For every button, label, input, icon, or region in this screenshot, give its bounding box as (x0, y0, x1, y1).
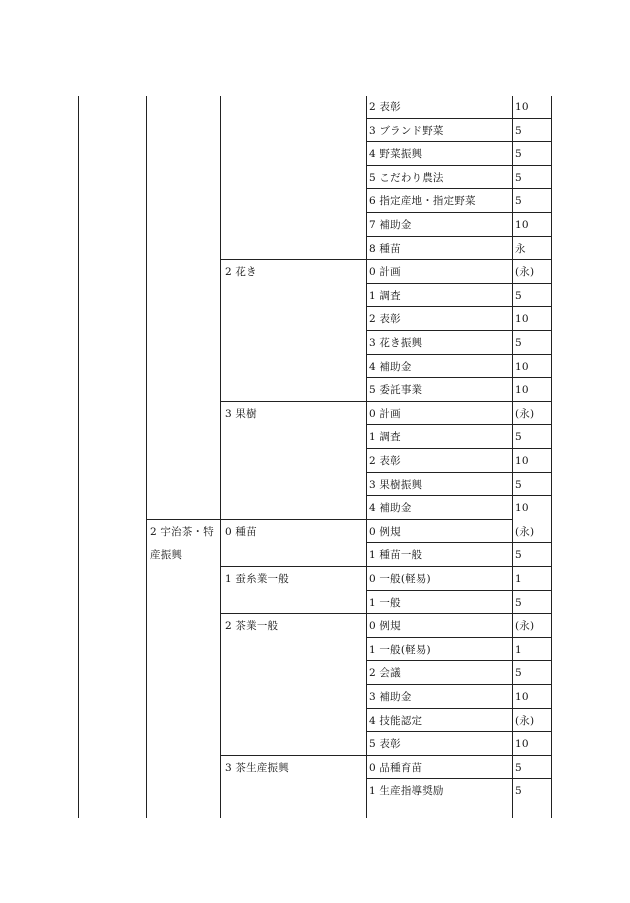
retention-period-cell: 5 (515, 124, 522, 137)
table-row-line (220, 401, 551, 402)
item-cell: 6 指定産地・指定野菜 (369, 195, 476, 208)
retention-period-cell: 5 (515, 337, 522, 349)
retention-period-cell: 10 (515, 101, 529, 113)
retention-period-cell: 5 (515, 289, 522, 302)
item-cell: 5 表彰 (369, 738, 401, 751)
table-column-line (78, 96, 79, 818)
retention-period-cell: 1 (515, 573, 522, 585)
retention-period-cell: 5 (515, 761, 522, 774)
subcategory-cell: 0 種苗 (225, 525, 257, 538)
table-row-line (366, 306, 551, 307)
table-row-line (366, 141, 551, 142)
table-column-line (146, 96, 147, 818)
retention-period-cell: 5 (515, 431, 522, 444)
item-cell: 5 委託事業 (369, 384, 423, 397)
table-row-line (220, 566, 551, 567)
table-column-line (366, 96, 367, 818)
retention-period-cell: 5 (515, 195, 522, 208)
table-row-line (366, 660, 551, 661)
retention-period-cell: 5 (515, 667, 522, 680)
category-cell: 産振興 (150, 549, 183, 562)
retention-period-cell: 5 (515, 785, 522, 798)
table-row-line (366, 424, 551, 425)
table-row-line (146, 519, 512, 520)
retention-period-cell: (永) (515, 714, 535, 727)
retention-period-cell: (永) (515, 620, 535, 633)
item-cell: 0 一般(軽易) (369, 573, 431, 585)
item-cell: 0 品種育苗 (369, 761, 423, 774)
item-cell: 0 計画 (369, 266, 401, 279)
retention-period-cell: 5 (515, 549, 522, 562)
table-row-line (366, 330, 551, 331)
table-row-line (366, 731, 551, 732)
item-cell: 1 調査 (369, 289, 401, 302)
item-cell: 5 こだわり農法 (369, 171, 444, 184)
table-row-line (366, 212, 551, 213)
item-cell: 1 種苗一般 (369, 549, 423, 562)
retention-period-cell: 永 (515, 242, 526, 255)
table-row-line (220, 259, 551, 260)
item-cell: 2 会議 (369, 667, 401, 680)
table-row-line (366, 283, 551, 284)
subcategory-cell: 1 蚕糸業一般 (225, 573, 289, 585)
item-cell: 4 技能認定 (369, 714, 423, 727)
subcategory-cell: 3 茶生産振興 (225, 761, 289, 774)
table-column-line (512, 96, 513, 818)
subcategory-cell: 2 茶業一般 (225, 620, 279, 633)
table-row-line (366, 472, 551, 473)
retention-period-cell: 5 (515, 478, 522, 491)
item-cell: 1 生産指導奨励 (369, 785, 444, 798)
table-row-line (366, 684, 551, 685)
item-cell: 0 例規 (369, 620, 401, 633)
subcategory-cell: 3 果樹 (225, 407, 257, 420)
category-cell: 2 宇治茶・特 (150, 525, 214, 538)
table-column-line (551, 96, 552, 818)
item-cell: 3 補助金 (369, 691, 412, 703)
retention-period-cell: (永) (515, 525, 535, 538)
table-row-line (366, 637, 551, 638)
item-cell: 3 花き振興 (369, 337, 423, 349)
item-cell: 1 調査 (369, 431, 401, 444)
retention-period-cell: 10 (515, 738, 529, 751)
table-row-line (366, 165, 551, 166)
table-column-line (220, 96, 221, 818)
table-row-line (366, 778, 551, 779)
retention-period-cell: 10 (515, 691, 529, 703)
retention-period-cell: 10 (515, 360, 529, 373)
item-cell: 1 一般(軽易) (369, 643, 431, 656)
item-cell: 4 野菜振興 (369, 148, 423, 161)
retention-period-cell: (永) (515, 266, 535, 279)
retention-period-cell: 10 (515, 313, 529, 326)
table-row-line (366, 590, 551, 591)
table-row-line (366, 377, 551, 378)
retention-period-cell: (永) (515, 407, 535, 420)
retention-period-cell: 1 (515, 643, 522, 656)
item-cell: 2 表彰 (369, 101, 401, 113)
retention-period-cell: 5 (515, 148, 522, 161)
item-cell: 2 表彰 (369, 455, 401, 467)
retention-period-cell: 10 (515, 455, 529, 467)
item-cell: 3 果樹振興 (369, 478, 423, 491)
table-row-line (220, 755, 551, 756)
table-row-line (366, 188, 551, 189)
retention-period-cell: 5 (515, 596, 522, 609)
table-row-line (366, 354, 551, 355)
retention-period-cell: 10 (515, 219, 529, 231)
table-row-line (366, 542, 551, 543)
item-cell: 0 計画 (369, 407, 401, 420)
item-cell: 8 種苗 (369, 242, 401, 255)
item-cell: 0 例規 (369, 525, 401, 538)
item-cell: 1 一般 (369, 596, 401, 609)
table-row-line (366, 708, 551, 709)
item-cell: 3 ブランド野菜 (369, 124, 444, 137)
retention-period-cell: 10 (515, 502, 529, 515)
item-cell: 4 補助金 (369, 502, 412, 515)
table-row-line (366, 448, 551, 449)
subcategory-cell: 2 花き (225, 266, 257, 279)
item-cell: 2 表彰 (369, 313, 401, 326)
retention-period-cell: 10 (515, 384, 529, 397)
item-cell: 7 補助金 (369, 219, 412, 231)
table-row-line (366, 495, 551, 496)
table-row-line (366, 118, 551, 119)
item-cell: 4 補助金 (369, 360, 412, 373)
table-row-line (220, 613, 551, 614)
retention-period-cell: 5 (515, 171, 522, 184)
table-row-line (366, 236, 551, 237)
